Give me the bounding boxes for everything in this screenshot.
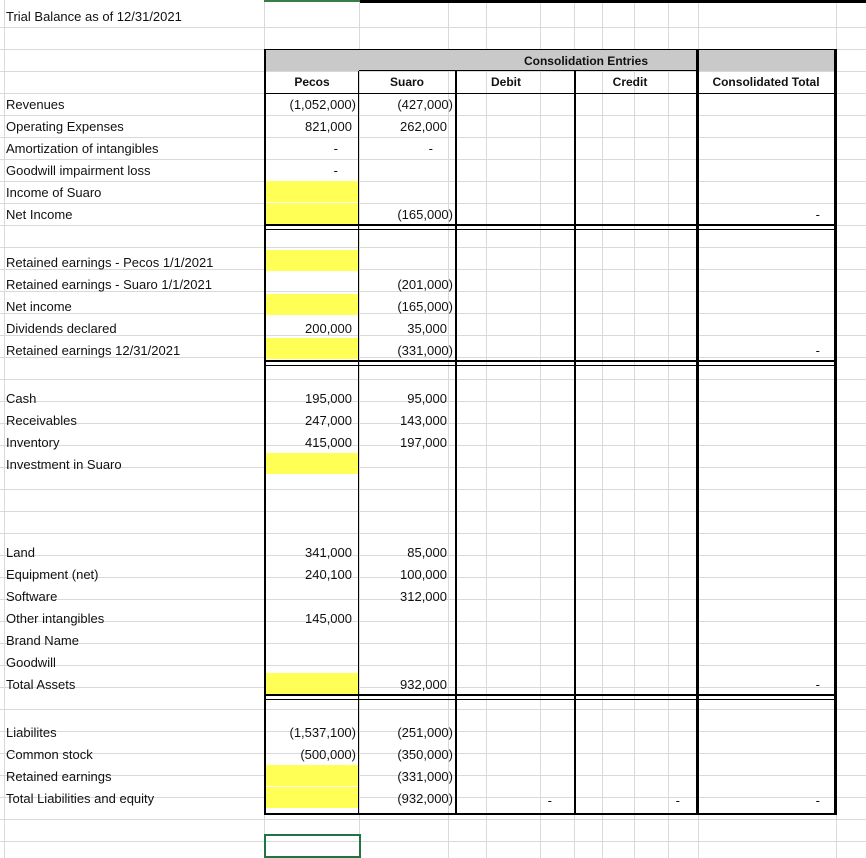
pecos-net-income-input[interactable] (266, 203, 358, 224)
label-software: Software (6, 589, 58, 604)
pecos-equipment: 240,100 (305, 567, 352, 582)
pecos-inventory: 415,000 (305, 435, 352, 450)
pecos-amort: - (333, 141, 338, 156)
label-revenues: Revenues (6, 97, 65, 112)
total-net-income: - (815, 207, 820, 222)
label-inventory: Inventory (6, 435, 60, 450)
header-consolidation-entries: Consolidation Entries (523, 54, 648, 68)
suaro-amort: - (428, 141, 433, 156)
label-liabilities: Liabilites (6, 725, 57, 740)
pecos-income-of-suaro-input[interactable] (266, 181, 358, 202)
suaro-cash: 95,000 (407, 391, 447, 406)
suaro-equipment: 100,000 (400, 567, 447, 582)
label-amortization: Amortization of intangibles (6, 141, 159, 156)
pecos-common-stock: (500,000) (300, 747, 356, 762)
pecos-re-pecos-input[interactable] (266, 250, 358, 271)
label-re-pecos: Retained earnings - Pecos 1/1/2021 (6, 255, 214, 270)
suaro-total-le: (932,000) (397, 791, 453, 806)
label-re-end: Retained earnings 12/31/2021 (6, 343, 181, 358)
label-dividends: Dividends declared (6, 321, 117, 336)
selected-cell[interactable] (264, 834, 361, 858)
pecos-receivables: 247,000 (305, 413, 352, 428)
suaro-re-bs: (331,000) (397, 769, 453, 784)
suaro-land: 85,000 (407, 545, 447, 560)
pecos-land: 341,000 (305, 545, 352, 560)
pecos-dividends: 200,000 (305, 321, 352, 336)
pecos-impair: - (333, 163, 338, 178)
suaro-revenues: (427,000) (397, 97, 453, 112)
header-credit: Credit (612, 75, 648, 89)
label-goodwill-impairment: Goodwill impairment loss (6, 163, 151, 178)
suaro-inventory: 197,000 (400, 435, 447, 450)
suaro-liabilities: (251,000) (397, 725, 453, 740)
sheet-title: Trial Balance as of 12/31/2021 (6, 9, 182, 24)
pecos-net-income2-input[interactable] (266, 294, 358, 315)
suaro-re-suaro: (201,000) (397, 277, 453, 292)
suaro-opex: 262,000 (400, 119, 447, 134)
label-income-of-suaro: Income of Suaro (6, 185, 102, 200)
label-total-le: Total Liabilities and equity (6, 791, 155, 806)
pecos-re-bs-input[interactable] (266, 765, 358, 786)
credit-total-le: - (675, 793, 680, 808)
header-suaro: Suaro (389, 75, 424, 89)
label-operating-expenses: Operating Expenses (6, 119, 124, 134)
suaro-receivables: 143,000 (400, 413, 447, 428)
label-common-stock: Common stock (6, 747, 93, 762)
suaro-software: 312,000 (400, 589, 447, 604)
label-net-income: Net Income (6, 207, 73, 222)
pecos-revenues: (1,052,000) (289, 97, 356, 112)
label-retained-earnings: Retained earnings (6, 769, 112, 784)
suaro-common-stock: (350,000) (397, 747, 453, 762)
label-investment: Investment in Suaro (6, 457, 122, 472)
suaro-dividends: 35,000 (407, 321, 447, 336)
total-total-assets: - (815, 677, 820, 692)
pecos-investment-input[interactable] (266, 453, 358, 474)
label-re-suaro: Retained earnings - Suaro 1/1/2021 (6, 277, 212, 292)
pecos-liabilities: (1,537,100) (289, 725, 356, 740)
pecos-opex: 821,000 (305, 119, 352, 134)
suaro-net-income-2: (165,000) (397, 299, 453, 314)
suaro-total-assets: 932,000 (400, 677, 447, 692)
pecos-total-assets-input[interactable] (266, 673, 358, 694)
label-cash: Cash (6, 391, 37, 406)
total-re-end: - (815, 343, 820, 358)
label-receivables: Receivables (6, 413, 77, 428)
label-total-assets: Total Assets (6, 677, 76, 692)
label-goodwill: Goodwill (6, 655, 56, 670)
label-equipment: Equipment (net) (6, 567, 99, 582)
debit-total-le: - (547, 793, 552, 808)
label-land: Land (6, 545, 35, 560)
label-net-income-2: Net income (6, 299, 72, 314)
suaro-net-income: (165,000) (397, 207, 453, 222)
label-brand-name: Brand Name (6, 633, 79, 648)
total-total-le: - (815, 793, 820, 808)
pecos-cash: 195,000 (305, 391, 352, 406)
label-other-intangibles: Other intangibles (6, 611, 105, 626)
pecos-re-end-input[interactable] (266, 338, 358, 359)
pecos-total-le-input[interactable] (266, 787, 358, 808)
header-consolidated-total: Consolidated Total (712, 75, 820, 89)
header-debit: Debit (491, 75, 521, 89)
header-pecos: Pecos (294, 75, 330, 89)
pecos-other-intangibles: 145,000 (305, 611, 352, 626)
suaro-re-end: (331,000) (397, 343, 453, 358)
